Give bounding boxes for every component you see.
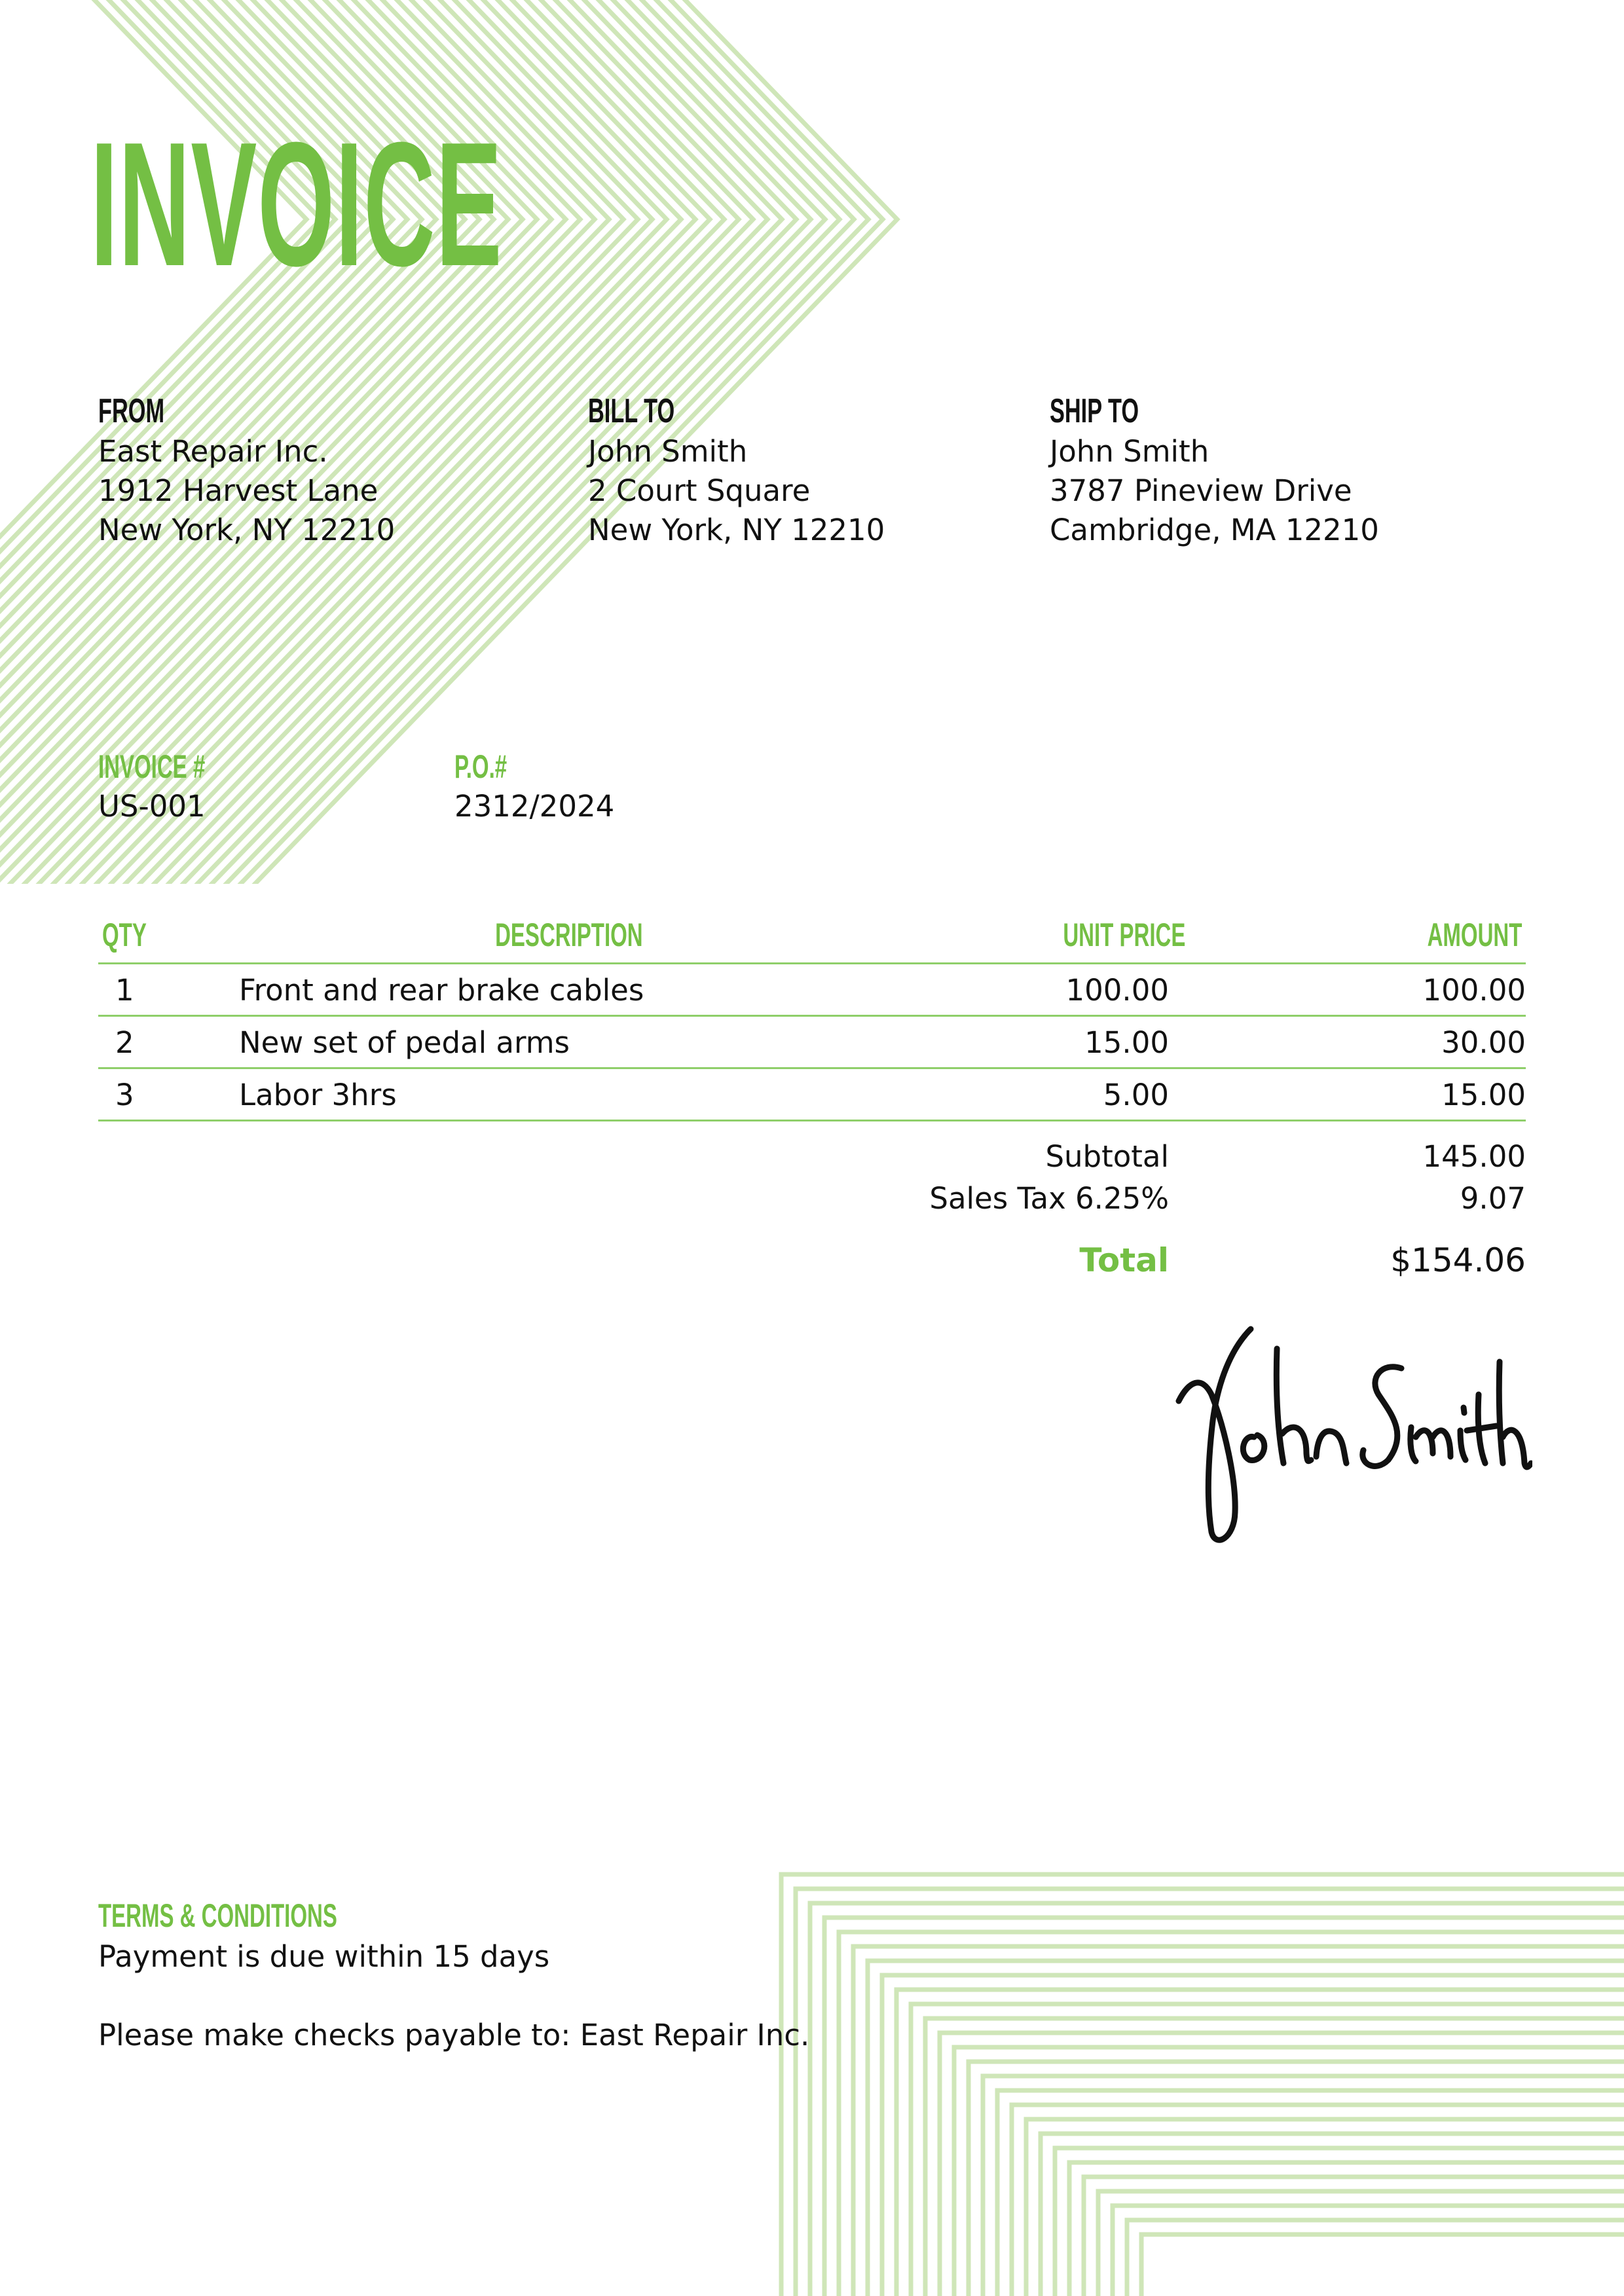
row-qty: 2 xyxy=(115,1025,134,1060)
bill-to-label: BILL TO xyxy=(588,392,675,430)
table-row xyxy=(98,1069,1526,1121)
table-row xyxy=(98,1017,1526,1069)
line-items-table xyxy=(98,903,1526,1121)
bill-to-name: John Smith xyxy=(588,434,748,469)
invoice-number: US-001 xyxy=(98,789,206,824)
total-row xyxy=(871,1239,1526,1281)
po-number-label: P.O.# xyxy=(454,748,507,785)
bill-to-block xyxy=(588,390,885,550)
amount-header: AMOUNT xyxy=(1427,917,1522,953)
ship-to-street: 3787 Pineview Drive xyxy=(1050,473,1352,508)
terms-block xyxy=(98,1895,809,2055)
subtotal-row xyxy=(871,1136,1526,1178)
total-value: $154.06 xyxy=(1390,1241,1526,1279)
row-amount: 30.00 xyxy=(1441,1025,1526,1060)
po-number: 2312/2024 xyxy=(454,789,615,824)
row-qty: 3 xyxy=(115,1078,134,1112)
ship-to-name: John Smith xyxy=(1050,434,1209,469)
invoice-number-block xyxy=(98,746,260,826)
row-unit-price: 15.00 xyxy=(1084,1025,1169,1060)
row-amount: 15.00 xyxy=(1441,1078,1526,1112)
row-unit-price: 5.00 xyxy=(1103,1078,1169,1112)
tax-value: 9.07 xyxy=(1460,1181,1526,1216)
row-description: New set of pedal arms xyxy=(239,1025,570,1060)
row-description: Front and rear brake cables xyxy=(239,973,644,1008)
row-unit-price: 100.00 xyxy=(1065,973,1169,1008)
total-label: Total xyxy=(1079,1241,1169,1279)
from-name: East Repair Inc. xyxy=(98,434,328,469)
invoice-title: INVOICE xyxy=(90,106,503,303)
terms-label: TERMS & CONDITIONS xyxy=(98,1897,337,1934)
terms-line-1: Payment is due within 15 days xyxy=(98,1939,550,1974)
bill-to-street: 2 Court Square xyxy=(588,473,811,508)
signature-image xyxy=(1172,1322,1532,1545)
tax-label: Sales Tax 6.25% xyxy=(929,1181,1169,1216)
table-row xyxy=(98,964,1526,1017)
totals-block xyxy=(871,1136,1526,1281)
qty-header: QTY xyxy=(102,917,147,953)
from-block xyxy=(98,390,395,550)
from-label: FROM xyxy=(98,392,165,430)
table-header xyxy=(98,903,1526,964)
po-number-block xyxy=(454,746,614,826)
ship-to-block xyxy=(1050,390,1379,550)
subtotal-value: 145.00 xyxy=(1422,1139,1526,1174)
subtotal-label: Subtotal xyxy=(1045,1139,1169,1174)
row-qty: 1 xyxy=(115,973,134,1008)
from-city: New York, NY 12210 xyxy=(98,513,396,547)
bill-to-city: New York, NY 12210 xyxy=(588,513,885,547)
ship-to-label: SHIP TO xyxy=(1050,392,1139,430)
invoice-number-label: INVOICE # xyxy=(98,748,206,785)
terms-line-2: Please make checks payable to: East Repair Inc. xyxy=(98,2018,810,2052)
row-amount: 100.00 xyxy=(1422,973,1526,1008)
from-street: 1912 Harvest Lane xyxy=(98,473,378,508)
square-pattern-bottom xyxy=(776,1869,1624,2296)
description-header: DESCRIPTION xyxy=(495,917,643,953)
tax-row xyxy=(871,1178,1526,1220)
unit-price-header: UNIT PRICE xyxy=(1062,917,1185,953)
ship-to-city: Cambridge, MA 12210 xyxy=(1050,513,1379,547)
row-description: Labor 3hrs xyxy=(239,1078,397,1112)
